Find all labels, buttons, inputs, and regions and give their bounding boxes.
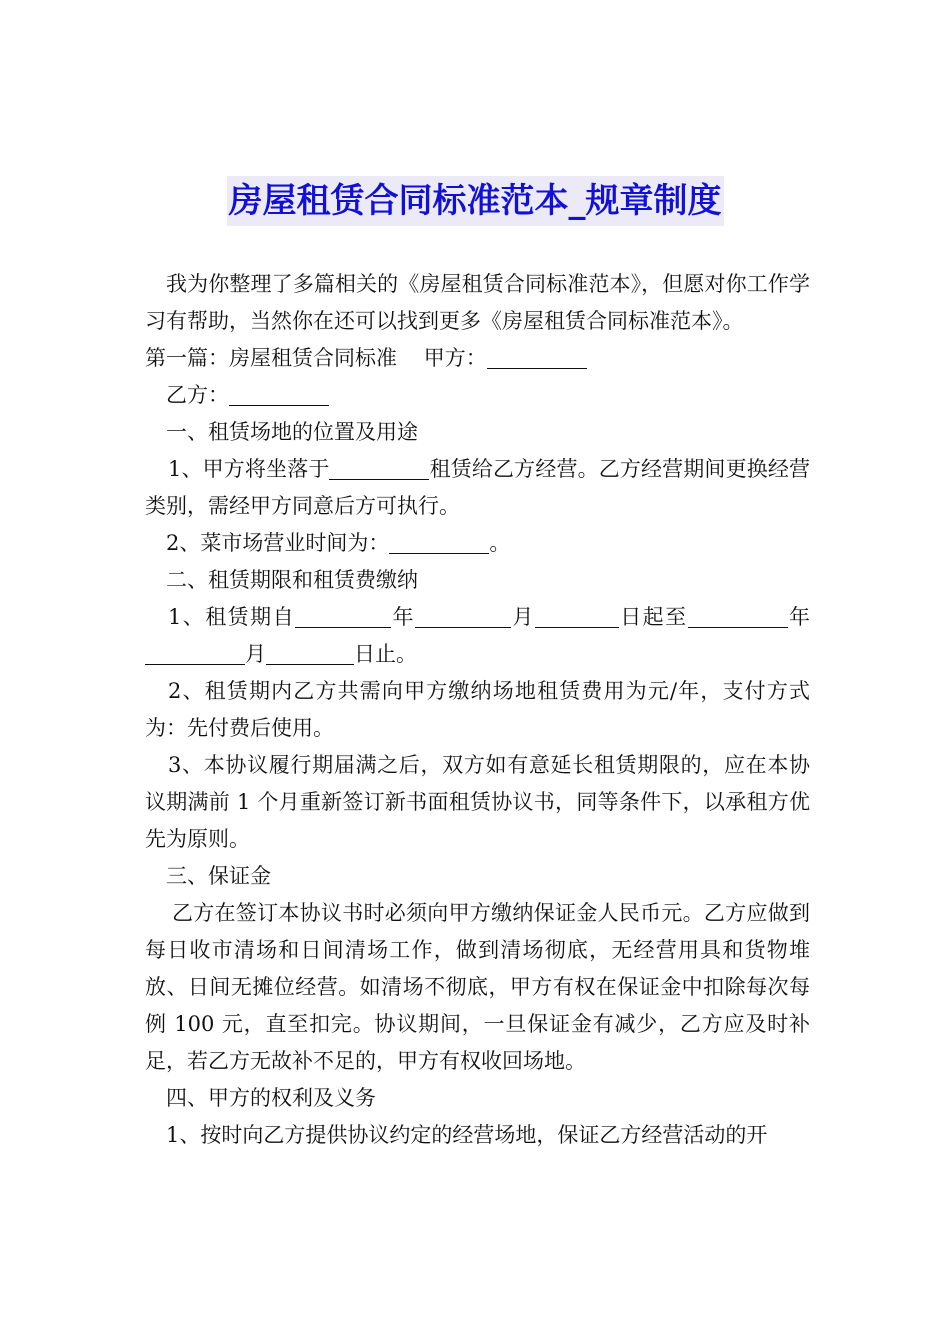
section4-heading: 四、甲方的权利及义务 (166, 1086, 376, 1110)
clause-2-1-mid: 日起至 (618, 605, 688, 629)
end-month-blank (145, 640, 245, 665)
year-label: 年 (391, 605, 415, 629)
party-b-blank (229, 381, 329, 406)
month-label: 月 (510, 605, 535, 629)
location-blank (329, 455, 429, 480)
section2-heading: 二、租赁期限和租赁费缴纳 (166, 568, 418, 592)
end-day-blank (266, 640, 354, 665)
clause-2-1-pre: 1、租赁期自 (168, 605, 296, 629)
hours-blank (389, 529, 489, 554)
part1-label: 第一篇：房屋租赁合同标准 (145, 346, 397, 370)
clause-1-1-pre: 1、甲方将坐落于 (168, 457, 330, 481)
clause-2-3: 3、本协议履行期届满之后，双方如有意延长租赁期限的，应在本协议期满前 1 个月重新签订新书面租赁协议书，同等条件下，以承租方优先为原则。 (145, 753, 810, 851)
clause-1-2-pre: 2、菜市场营业时间为： (166, 531, 390, 555)
title-text: 房屋租赁合同标准范本_规章制度 (227, 176, 724, 226)
clause-1-1 (145, 451, 810, 525)
clause-3-body: 乙方在签订本协议书时必须向甲方缴纳保证金人民币元。乙方应做到每日收市清场和日间清场工作，做到清场彻底，无经营用具和货物堆放、日间无摊位经营。如清场不彻底，甲方有权在保证金中扣除每次每例 100 元，直至扣完。协议期间，一旦保证金有减少，乙方应及时补足，若乙方无故补不足的，甲方有权收回场地。 (145, 901, 810, 1073)
start-month-blank (415, 603, 511, 628)
month-label-2: 月 (245, 642, 266, 666)
document-title (0, 176, 950, 226)
intro-paragraph: 我为你整理了多篇相关的《房屋租赁合同标准范本》，但愿对你工作学习有帮助，当然你在还可以找到更多《房屋租赁合同标准范本》。 (145, 272, 810, 333)
section1-heading: 一、租赁场地的位置及用途 (166, 420, 418, 444)
party-b-label: 乙方： (166, 383, 229, 407)
section3-heading: 三、保证金 (166, 864, 271, 888)
party-a-label: 甲方： (423, 346, 487, 370)
party-b-line (145, 377, 810, 414)
document-body (145, 266, 810, 1154)
clause-2-1-end: 日止。 (354, 642, 417, 666)
part1-line (145, 340, 810, 377)
clause-2-1 (145, 599, 810, 673)
start-day-blank (535, 603, 619, 628)
clause-1-2-post: 。 (489, 531, 511, 555)
clause-4-1: 1、按时向乙方提供协议约定的经营场地，保证乙方经营活动的开 (166, 1123, 768, 1147)
party-a-blank (487, 344, 587, 369)
end-year-blank (688, 603, 788, 628)
clause-2-2: 2、租赁期内乙方共需向甲方缴纳场地租赁费用为元/年，支付方式为：先付费后使用。 (145, 679, 810, 740)
clause-1-1-post: 租赁给乙方经营。乙方经营期间更换经营类别，需经甲方同意后方可执行。 (145, 457, 810, 518)
year-label-2: 年 (787, 605, 811, 629)
start-year-blank (295, 603, 391, 628)
clause-1-2 (145, 525, 810, 562)
